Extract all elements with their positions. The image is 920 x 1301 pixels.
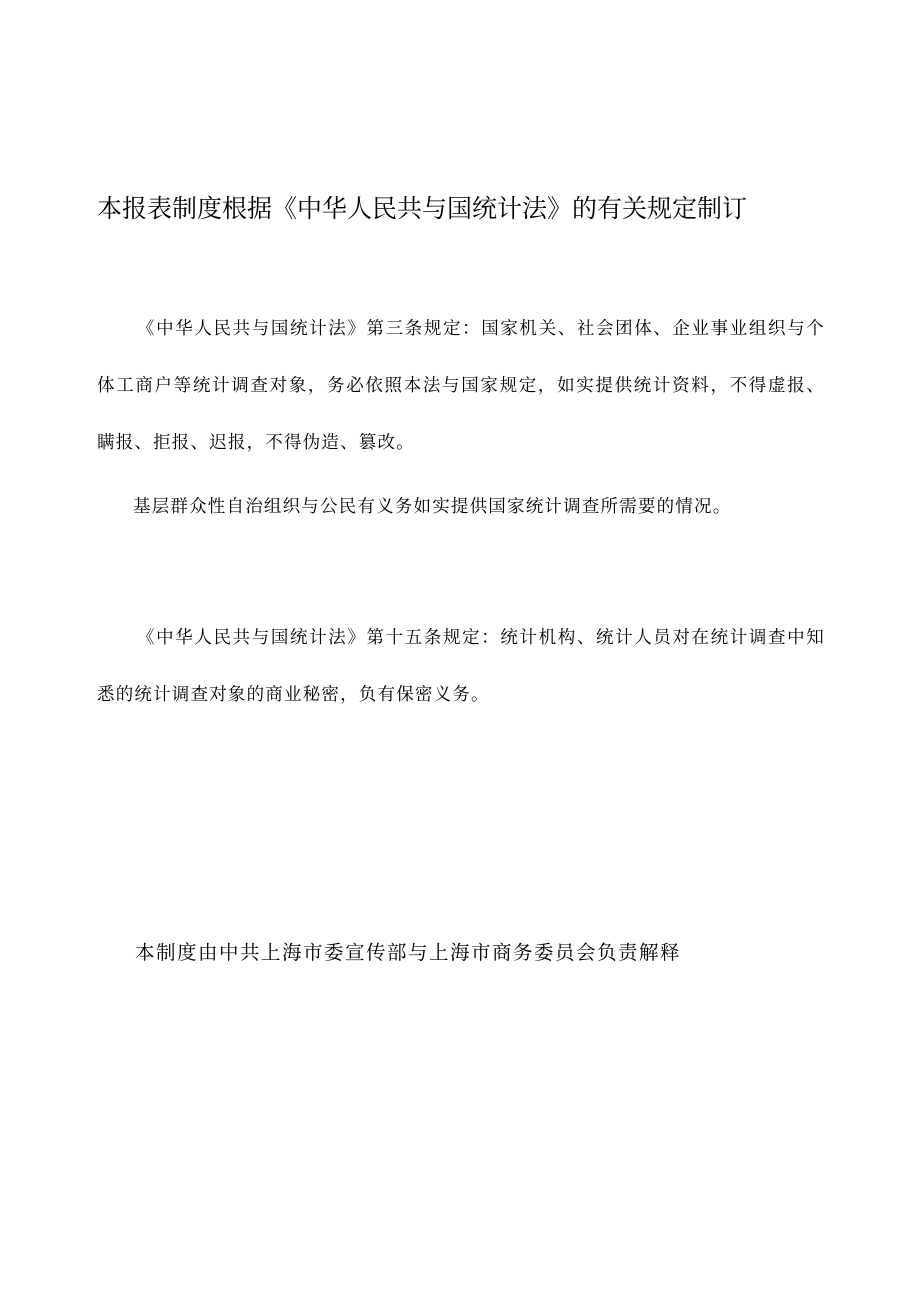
interpretation-note: 本制度由中共上海市委宣传部与上海市商务委员会负责解释: [135, 941, 682, 964]
article-15-paragraph: 《中华人民共与国统计法》第十五条规定：统计机构、统计人员对在统计调查中知悉的统计调查对象的商业秘密，负有保密义务。: [97, 628, 825, 705]
grassroots-obligation-paragraph: 基层群众性自治组织与公民有义务如实提供国家统计调查所需要的情况。: [133, 497, 732, 517]
article-3-paragraph: 《中华人民共与国统计法》第三条规定：国家机关、社会团体、企业事业组织与个体工商户等统计调查对象，务必依照本法与国家规定，如实提供统计资料，不得虚报、瞒报、拒报、迟报，不得伪造、篡改。: [97, 319, 825, 453]
document-heading: 本报表制度根据《中华人民共与国统计法》的有关规定制订: [97, 194, 748, 223]
